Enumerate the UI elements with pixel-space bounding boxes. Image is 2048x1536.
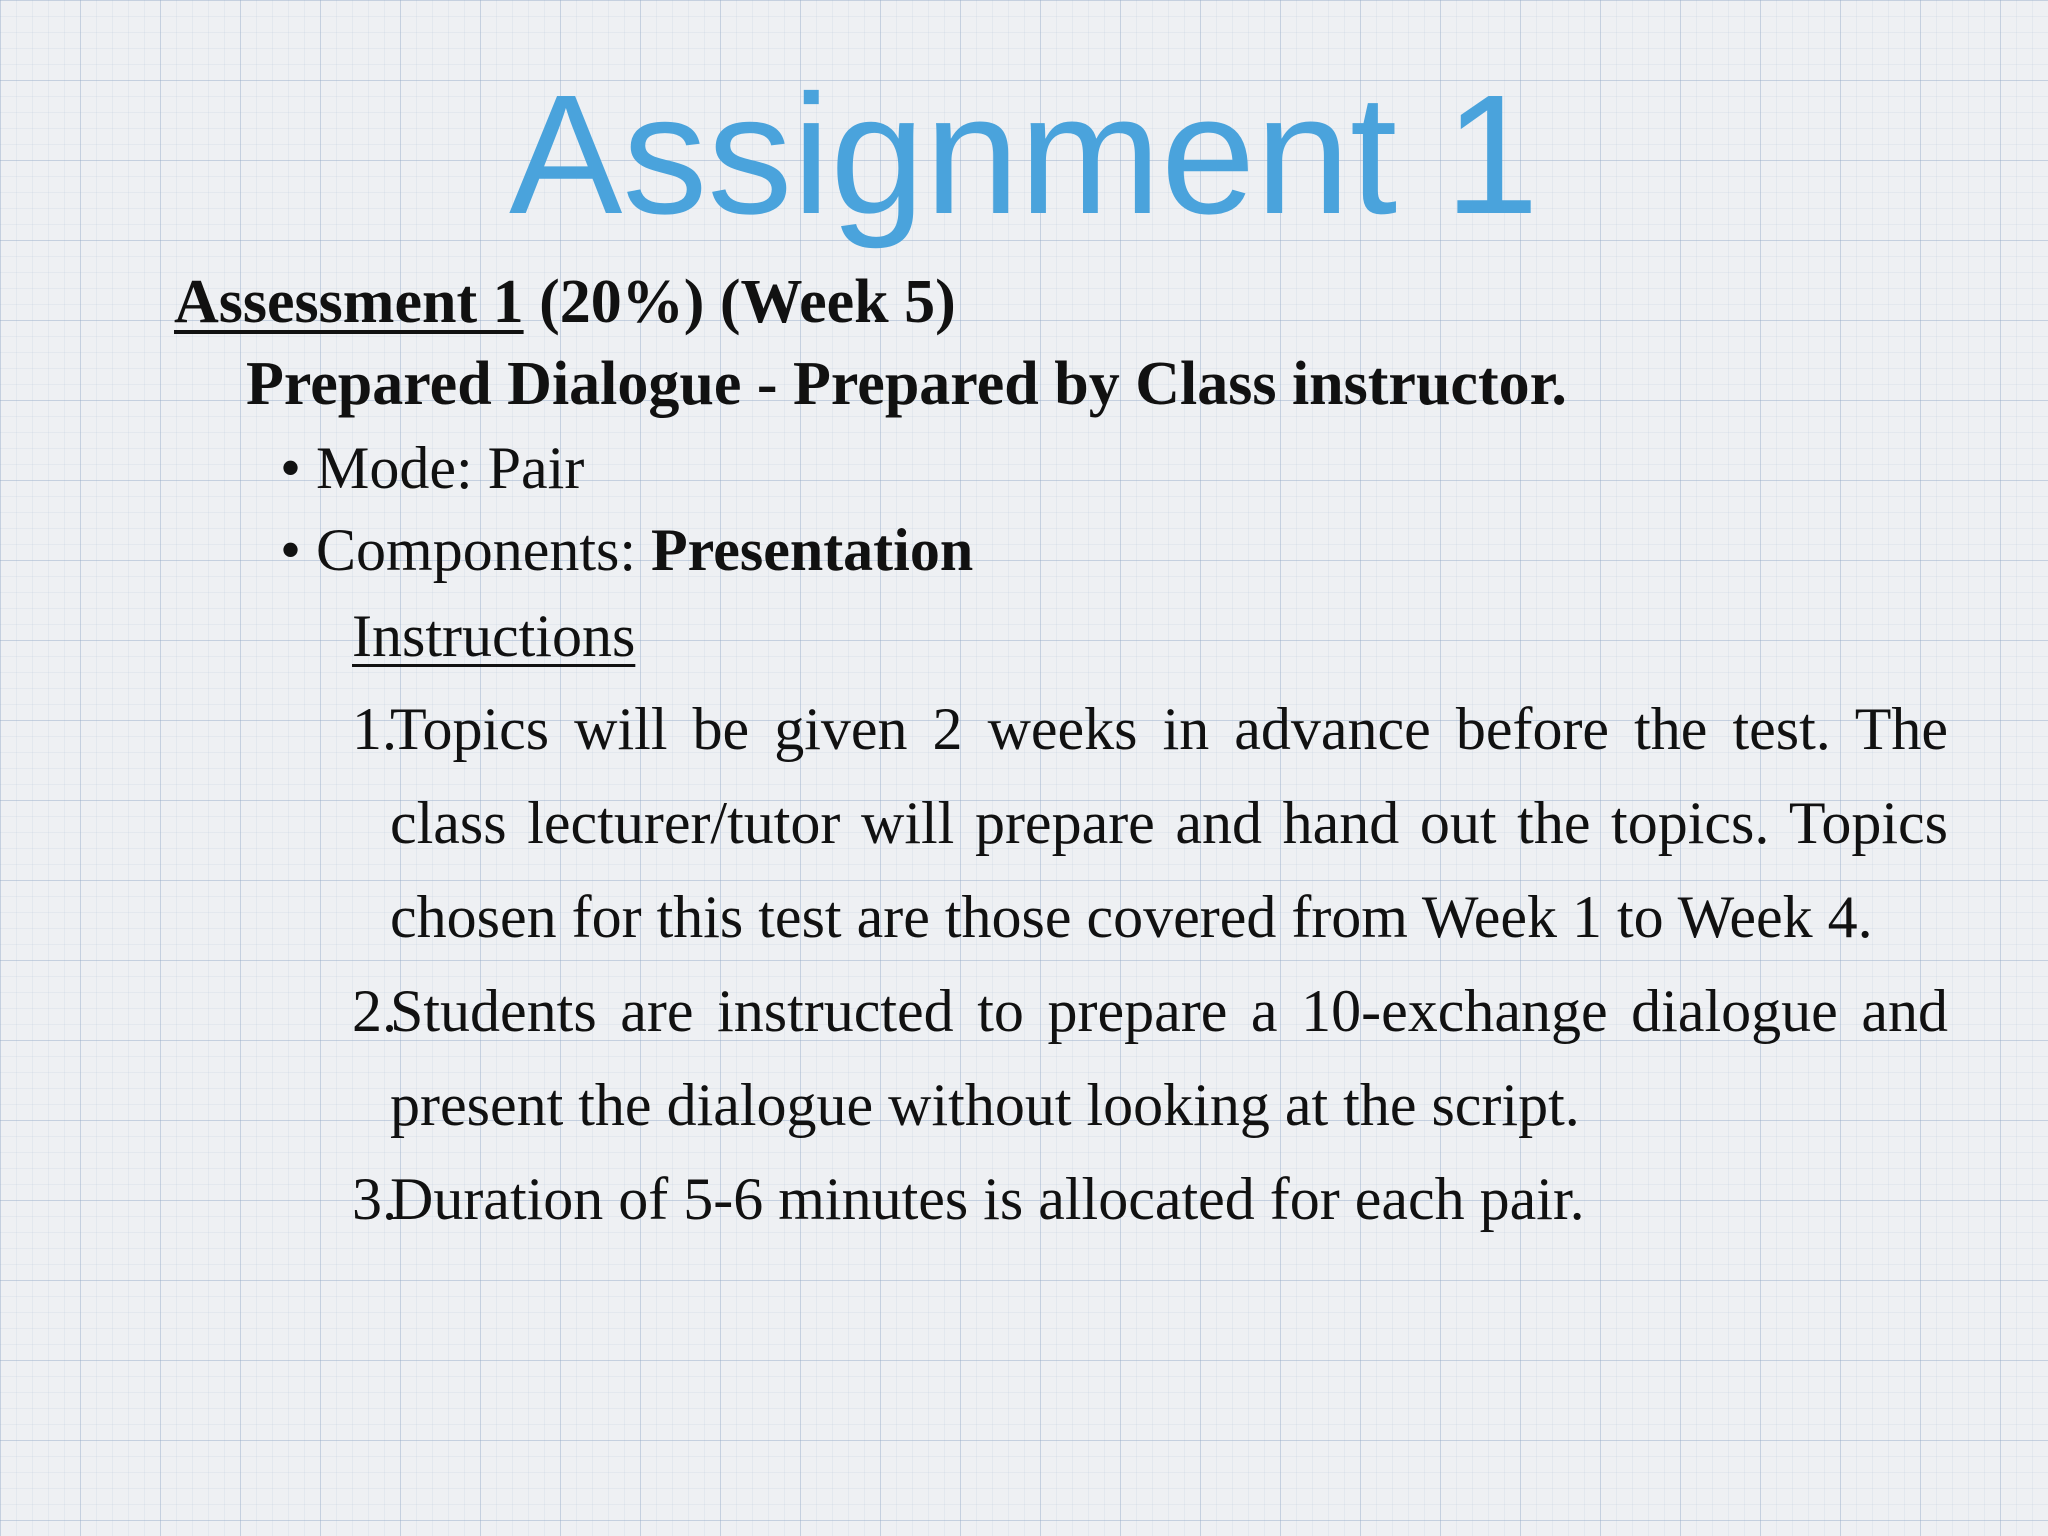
assessment-heading-rest: (20%) (Week 5) xyxy=(523,268,956,336)
bullet-dot-icon: • xyxy=(280,517,302,583)
list-item xyxy=(352,682,1948,964)
assessment-subheading: Prepared Dialogue - Prepared by Class instructor. xyxy=(246,350,1567,418)
list-item-text: Topics will be given 2 weeks in advance before the test. The class lecturer/tutor will prepare and hand out the topics. Topics chosen for this test are those covered from Week 1 to Week 4. xyxy=(390,696,1948,950)
instructions-label: Instructions xyxy=(352,603,636,669)
bullet-components xyxy=(280,510,973,590)
bullet-mode-text: Mode: Pair xyxy=(316,435,585,501)
list-item-number: 1. xyxy=(352,696,397,762)
list-item-number: 3. xyxy=(352,1166,397,1232)
instructions-list xyxy=(352,682,1948,1246)
list-item-text: Duration of 5-6 minutes is allocated for each pair. xyxy=(390,1166,1585,1232)
bullet-components-bold: Presentation xyxy=(651,517,974,583)
list-item xyxy=(352,1152,1948,1246)
slide-title: Assignment 1 xyxy=(509,60,1539,250)
assessment-heading-underlined: Assessment 1 xyxy=(174,268,524,336)
bullet-components-text: Components: xyxy=(316,517,652,583)
list-item-text: Students are instructed to prepare a 10-exchange dialogue and present the dialogue without looking at the script. xyxy=(390,978,1948,1138)
assessment-heading xyxy=(174,262,956,342)
list-item xyxy=(352,964,1948,1152)
list-item-number: 2. xyxy=(352,978,397,1044)
bullet-dot-icon: • xyxy=(280,435,302,501)
bullet-mode xyxy=(280,428,584,508)
